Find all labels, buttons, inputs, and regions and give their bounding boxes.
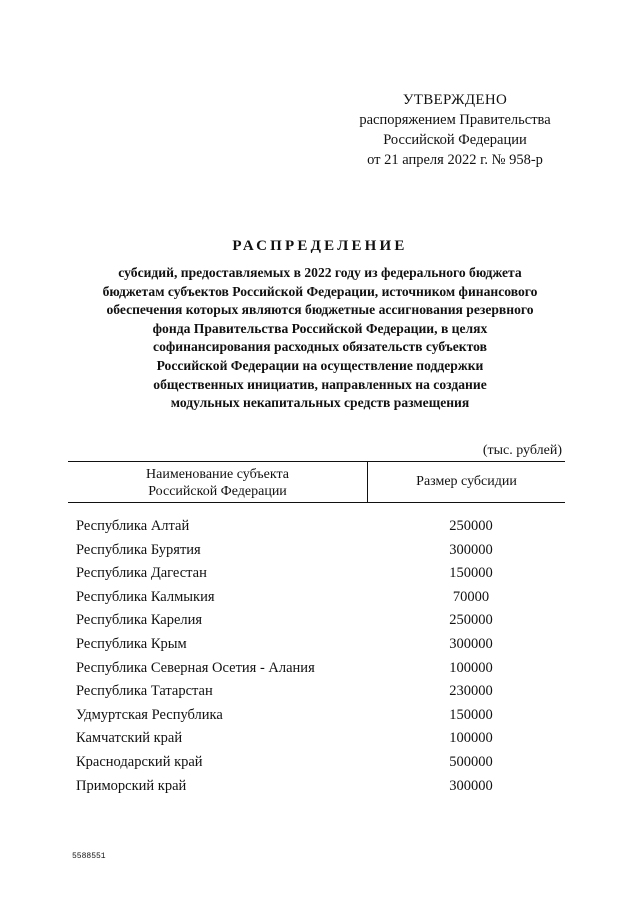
subsidy-value: 150000	[449, 706, 493, 723]
table-row	[76, 539, 556, 563]
subsidy-value: 150000	[449, 565, 493, 582]
document-subtitle	[70, 264, 570, 413]
subsidy-value: 250000	[449, 612, 493, 629]
table-row	[76, 562, 556, 586]
units-label: (тыс. рублей)	[482, 443, 562, 458]
region-name: Краснодарский край	[76, 753, 203, 770]
table-row	[76, 633, 556, 657]
table-row	[76, 609, 556, 633]
table-header	[68, 461, 565, 503]
table-row	[76, 586, 556, 610]
approval-block	[340, 90, 570, 170]
approval-heading: УТВЕРЖДЕНО	[402, 92, 508, 108]
region-name: Камчатский край	[76, 730, 183, 747]
subsidy-value: 500000	[449, 753, 493, 770]
region-name: Приморский край	[76, 777, 187, 794]
subsidy-table	[68, 461, 565, 503]
subsidy-value: 300000	[449, 541, 493, 558]
region-name: Республика Татарстан	[76, 683, 213, 700]
document-code: 5588551	[72, 852, 106, 861]
approval-date-line: от 21 апреля 2022 г. № 958-р	[367, 152, 543, 168]
region-name: Республика Алтай	[76, 518, 190, 534]
subtitle-line: Российской Федерации на осуществление поддержки	[156, 357, 484, 373]
approval-line: Российской Федерации	[383, 132, 527, 148]
subsidy-value: 300000	[449, 777, 493, 794]
column-header-name-line: Наименование субъекта	[146, 467, 289, 482]
subtitle-line: бюджетам субъектов Российской Федерации, источником финансового	[102, 283, 538, 299]
approval-line: распоряжением Правительства	[359, 112, 551, 128]
subsidy-value: 100000	[449, 659, 493, 676]
subsidy-value: 230000	[449, 683, 493, 700]
region-name: Республика Карелия	[76, 612, 203, 629]
column-header-name	[68, 462, 368, 502]
region-name: Республика Крым	[76, 635, 187, 652]
table-row	[76, 515, 556, 539]
subtitle-line: субсидий, предоставляемых в 2022 году из федерального бюджета	[118, 265, 522, 280]
region-name: Удмуртская Республика	[76, 706, 223, 723]
table-row	[76, 657, 556, 681]
column-header-size: Размер субсидии	[416, 474, 517, 489]
subtitle-line: софинансирования расходных обязательств субъектов	[153, 339, 487, 355]
table-row	[76, 680, 556, 704]
subtitle-line: модульных некапитальных средств размещения	[170, 395, 470, 411]
region-name: Республика Дагестан	[76, 565, 207, 582]
subtitle-line: общественных инициатив, направленных на создание	[153, 376, 487, 392]
table-row	[76, 751, 556, 775]
table-row	[76, 775, 556, 799]
table-row	[76, 704, 556, 728]
subsidy-value: 70000	[452, 588, 490, 605]
column-header-name-line: Российской Федерации	[148, 484, 287, 499]
subsidy-value: 100000	[449, 730, 493, 747]
subsidy-value: 250000	[449, 518, 493, 534]
subtitle-line: фонда Правительства Российской Федерации, в целях	[152, 320, 488, 336]
table-row	[76, 727, 556, 751]
document-title: РАСПРЕДЕЛЕНИЕ	[232, 238, 408, 254]
region-name: Республика Бурятия	[76, 541, 201, 558]
table-body	[76, 515, 556, 798]
subsidy-value: 300000	[449, 635, 493, 652]
region-name: Республика Калмыкия	[76, 588, 215, 605]
subtitle-line: обеспечения которых являются бюджетные ассигнования резервного	[106, 302, 534, 318]
region-name: Республика Северная Осетия - Алания	[76, 659, 315, 676]
